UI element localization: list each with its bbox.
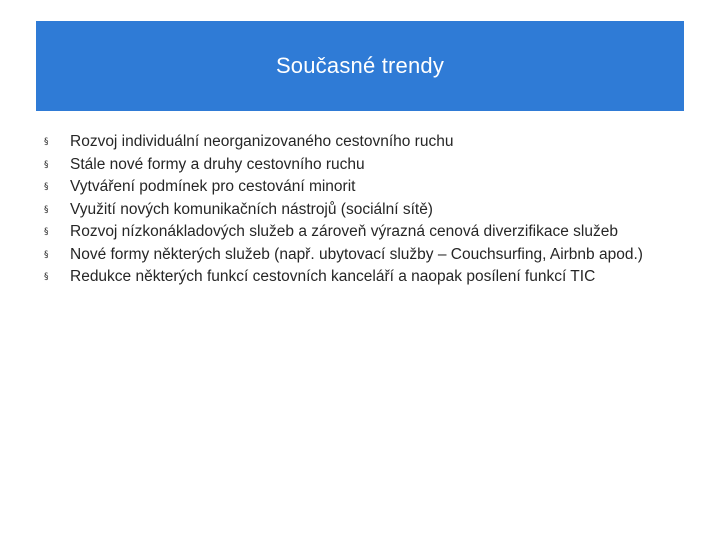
bullet-item [44, 154, 684, 177]
bullet-item [44, 221, 684, 244]
title-bar [36, 21, 684, 111]
square-bullet-icon: § [44, 227, 49, 237]
bullet-item [44, 176, 684, 199]
bullet-text: Vytváření podmínek pro cestování minorit [70, 178, 356, 195]
square-bullet-icon: § [44, 249, 49, 260]
bullet-text: Stále nové formy a druhy cestovního ruchu [70, 155, 365, 173]
square-bullet-icon: § [44, 272, 49, 282]
slide-title: Současné trendy [275, 53, 445, 78]
bullet-text: Redukce některých funkcí cestovních kanceláří a naopak posílení funkcí TIC [70, 268, 596, 285]
bullet-item [44, 131, 684, 154]
square-bullet-icon: § [44, 159, 49, 170]
square-bullet-icon: § [44, 204, 49, 215]
square-bullet-icon: § [44, 182, 49, 192]
bullet-item [44, 199, 684, 222]
bullet-text: Rozvoj nízkonákladových služeb a zároveň výrazná cenová diverzifikace služeb [70, 223, 618, 240]
bullet-item [44, 266, 684, 289]
bullet-text: Rozvoj individuální neorganizovaného cestovního ruchu [70, 133, 454, 150]
bullet-text: Nové formy některých služeb (např. ubytovací služby – Couchsurfing, Airbnb apod.) [70, 245, 643, 263]
bullet-item [44, 244, 684, 267]
bullet-text: Využití nových komunikačních nástrojů (sociální sítě) [70, 200, 433, 218]
bullet-list [44, 131, 684, 289]
square-bullet-icon: § [44, 137, 49, 147]
